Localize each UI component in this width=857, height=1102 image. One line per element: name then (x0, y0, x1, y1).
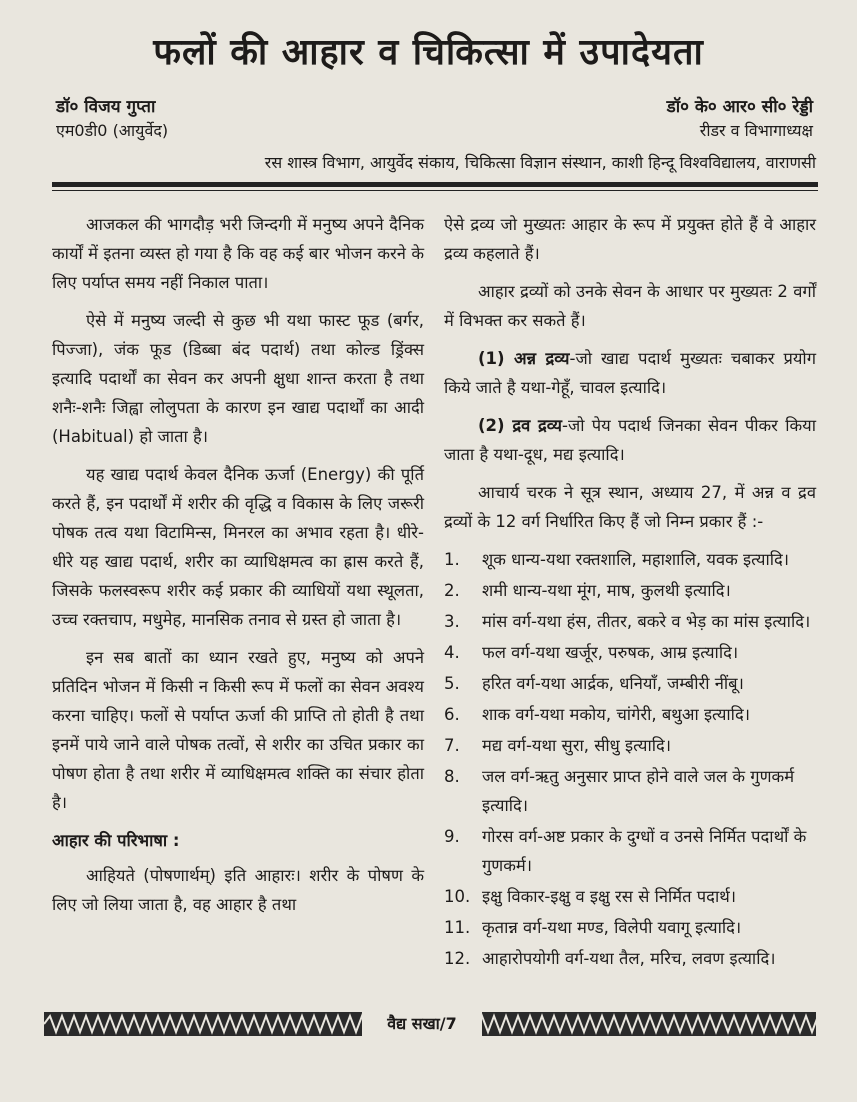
header-rule-thick (52, 182, 818, 187)
paragraph: आहियते (पोषणार्थम्) इति आहारः। शरीर के पोषण के लिए जो लिया जाता है, वह आहार है तथा (52, 866, 424, 914)
varga-list (444, 545, 816, 973)
list-item-text: जल वर्ग-ऋतु अनुसार प्राप्त होने वाले जल के गुणकर्म इत्यादि। (482, 767, 795, 815)
term-anna-dravya: (1) अन्न द्रव्य (478, 349, 570, 368)
article-title: फलों की आहार व चिकित्सा में उपादेयता (153, 32, 704, 73)
list-item-number: 3. (444, 612, 460, 631)
list-item-number: 11. (444, 918, 471, 937)
author-right (667, 95, 813, 143)
list-item (444, 822, 816, 880)
paragraph (444, 411, 816, 469)
author-right-designation: रीडर व विभागाध्यक्ष (699, 121, 813, 140)
paragraph: आचार्य चरक ने सूत्र स्थान, अध्याय 27, में अन्न व द्रव द्रव्यों के 12 वर्ग निर्धारित किए हैं जो निम्न प्रकार हैं :- (444, 483, 816, 531)
list-item-number: 5. (444, 674, 460, 693)
list-item-text: शूक धान्य-यथा रक्तशालि, महाशालि, यवक इत्यादि। (482, 550, 790, 569)
term-drava-dravya: (2) द्रव द्रव्य (478, 416, 563, 435)
term-definition: -जो खाद्य पदार्थ मुख्यतः चबाकर प्रयोग किये जाते है यथा-गेहूँ, चावल इत्यादि। (444, 349, 816, 397)
paragraph: इन सब बातों का ध्यान रखते हुए, मनुष्य को अपने प्रतिदिन भोजन में किसी न किसी रूप में फलों का सेवन अवश्य करना चाहिए। फलों से पर्याप्त ऊर्जा की प्राप्ति तो होती है तथा इनमें पाये जाने वाले पोषक तत्वों, से शरीर का उचित प्रकार का पोषण होता है तथा शरीर में व्याधिक्षमत्व शक्ति का संचार होता है। (52, 648, 424, 812)
paragraph: आहार द्रव्यों को उनके सेवन के आधार पर मुख्यतः 2 वर्गों में विभक्त कर सकते हैं। (444, 282, 816, 330)
list-item (444, 944, 816, 973)
list-item (444, 762, 816, 820)
author-left-qualification: एम0डी0 (आयुर्वेद) (56, 121, 169, 140)
list-item-text: कृतान्न वर्ग-यथा मण्ड, विलेपी यवागू इत्यादि। (482, 918, 742, 937)
paragraph: ऐसे द्रव्य जो मुख्यतः आहार के रूप में प्रयुक्त होते हैं वे आहार द्रव्य कहलाते हैं। (444, 215, 816, 263)
list-item-number: 12. (444, 949, 471, 968)
footer-page-label: वैद्य सखा/7 (362, 1012, 482, 1036)
paragraph: आजकल की भागदौड़ भरी जिन्दगी में मनुष्य अपने दैनिक कार्यों में इतना व्यस्त हो गया है कि वह कई बार भोजन करने के लिए पर्याप्त समय नहीं निकाल पाता। (52, 215, 424, 292)
paragraph: ऐसे में मनुष्य जल्दी से कुछ भी यथा फास्ट फूड (बर्गर, पिज्जा), जंक फूड (डिब्बा बंद पदार्थ) तथा कोल्ड ड्रिंक्स इत्यादि पदार्थों का सेवन कर अपनी क्षुधा शान्त करता है तथा शनैः-शनैः जिह्वा लोलुपता के कारण इन खाद्य पदार्थों का आदी (Habitual) हो जाता है। (52, 311, 424, 446)
list-item-number: 8. (444, 767, 460, 786)
list-item (444, 731, 816, 760)
author-right-name: डॉ० के० आर० सी० रेड्डी (666, 97, 813, 117)
list-item-text: मद्य वर्ग-यथा सुरा, सीधु इत्यादि। (482, 736, 672, 755)
term-definition: -जो पेय पदार्थ जिनका सेवन पीकर किया जाता है यथा-दूध, मद्य इत्यादि। (444, 416, 816, 464)
list-item-text: शाक वर्ग-यथा मकोय, चांगेरी, बथुआ इत्यादि। (482, 705, 750, 724)
list-item (444, 913, 816, 942)
list-item-text: हरित वर्ग-यथा आर्द्रक, धनियाँ, जम्बीरी नींबू। (482, 674, 744, 693)
section-heading: आहार की परिभाषा : (52, 831, 180, 850)
list-item-number: 6. (444, 705, 460, 724)
list-item-number: 1. (444, 550, 460, 569)
author-left-name: डॉ० विजय गुप्ता (56, 97, 156, 117)
list-item-text: इक्षु विकार-इक्षु व इक्षु रस से निर्मित पदार्थ। (482, 887, 737, 906)
list-item-number: 7. (444, 736, 460, 755)
list-item-text: फल वर्ग-यथा खर्जूर, परुषक, आम्र इत्यादि। (482, 643, 739, 662)
affiliation: रस शास्त्र विभाग, आयुर्वेद संकाय, चिकित्सा विज्ञान संस्थान, काशी हिन्दू विश्वविद्यालय, वाराणसी (264, 153, 816, 172)
paragraph: यह खाद्य पदार्थ केवल दैनिक ऊर्जा (Energy) की पूर्ति करते हैं, इन पदार्थों में शरीर की वृद्धि व विकास के लिए जरूरी पोषक तत्व यथा विटामिन्स, मिनरल का अभाव रहता है। धीरे-धीरे यह खाद्य पदार्थ, शरीर का व्याधिक्षमत्व का ह्रास करते हैं, जिसके फलस्वरूप शरीर कई प्रकार की व्याधियों यथा स्थूलता, उच्च रक्तचाप, मधुमेह, मानसिक तनाव से ग्रस्त हो जाता है। (52, 465, 424, 629)
list-item-text: मांस वर्ग-यथा हंस, तीतर, बकरे व भेड़ का मांस इत्यादि। (482, 612, 811, 631)
list-item-number: 9. (444, 827, 460, 846)
list-item (444, 607, 816, 636)
list-item-number: 2. (444, 581, 460, 600)
right-column (444, 210, 816, 975)
list-item-text: शमी धान्य-यथा मूंग, माष, कुलथी इत्यादि। (482, 581, 731, 600)
author-left (56, 95, 168, 143)
list-item (444, 669, 816, 698)
list-item (444, 545, 816, 574)
header-rule-thin (52, 190, 818, 191)
list-item-number: 4. (444, 643, 460, 662)
list-item (444, 700, 816, 729)
list-item (444, 638, 816, 667)
list-item (444, 882, 816, 911)
list-item (444, 576, 816, 605)
list-item-text: आहारोपयोगी वर्ग-यथा तैल, मरिच, लवण इत्यादि। (482, 949, 776, 968)
left-column (52, 210, 424, 928)
list-item-text: गोरस वर्ग-अष्ट प्रकार के दुग्धों व उनसे निर्मित पदार्थों के गुणकर्म। (482, 827, 807, 875)
list-item-number: 10. (444, 887, 471, 906)
paragraph (444, 344, 816, 402)
